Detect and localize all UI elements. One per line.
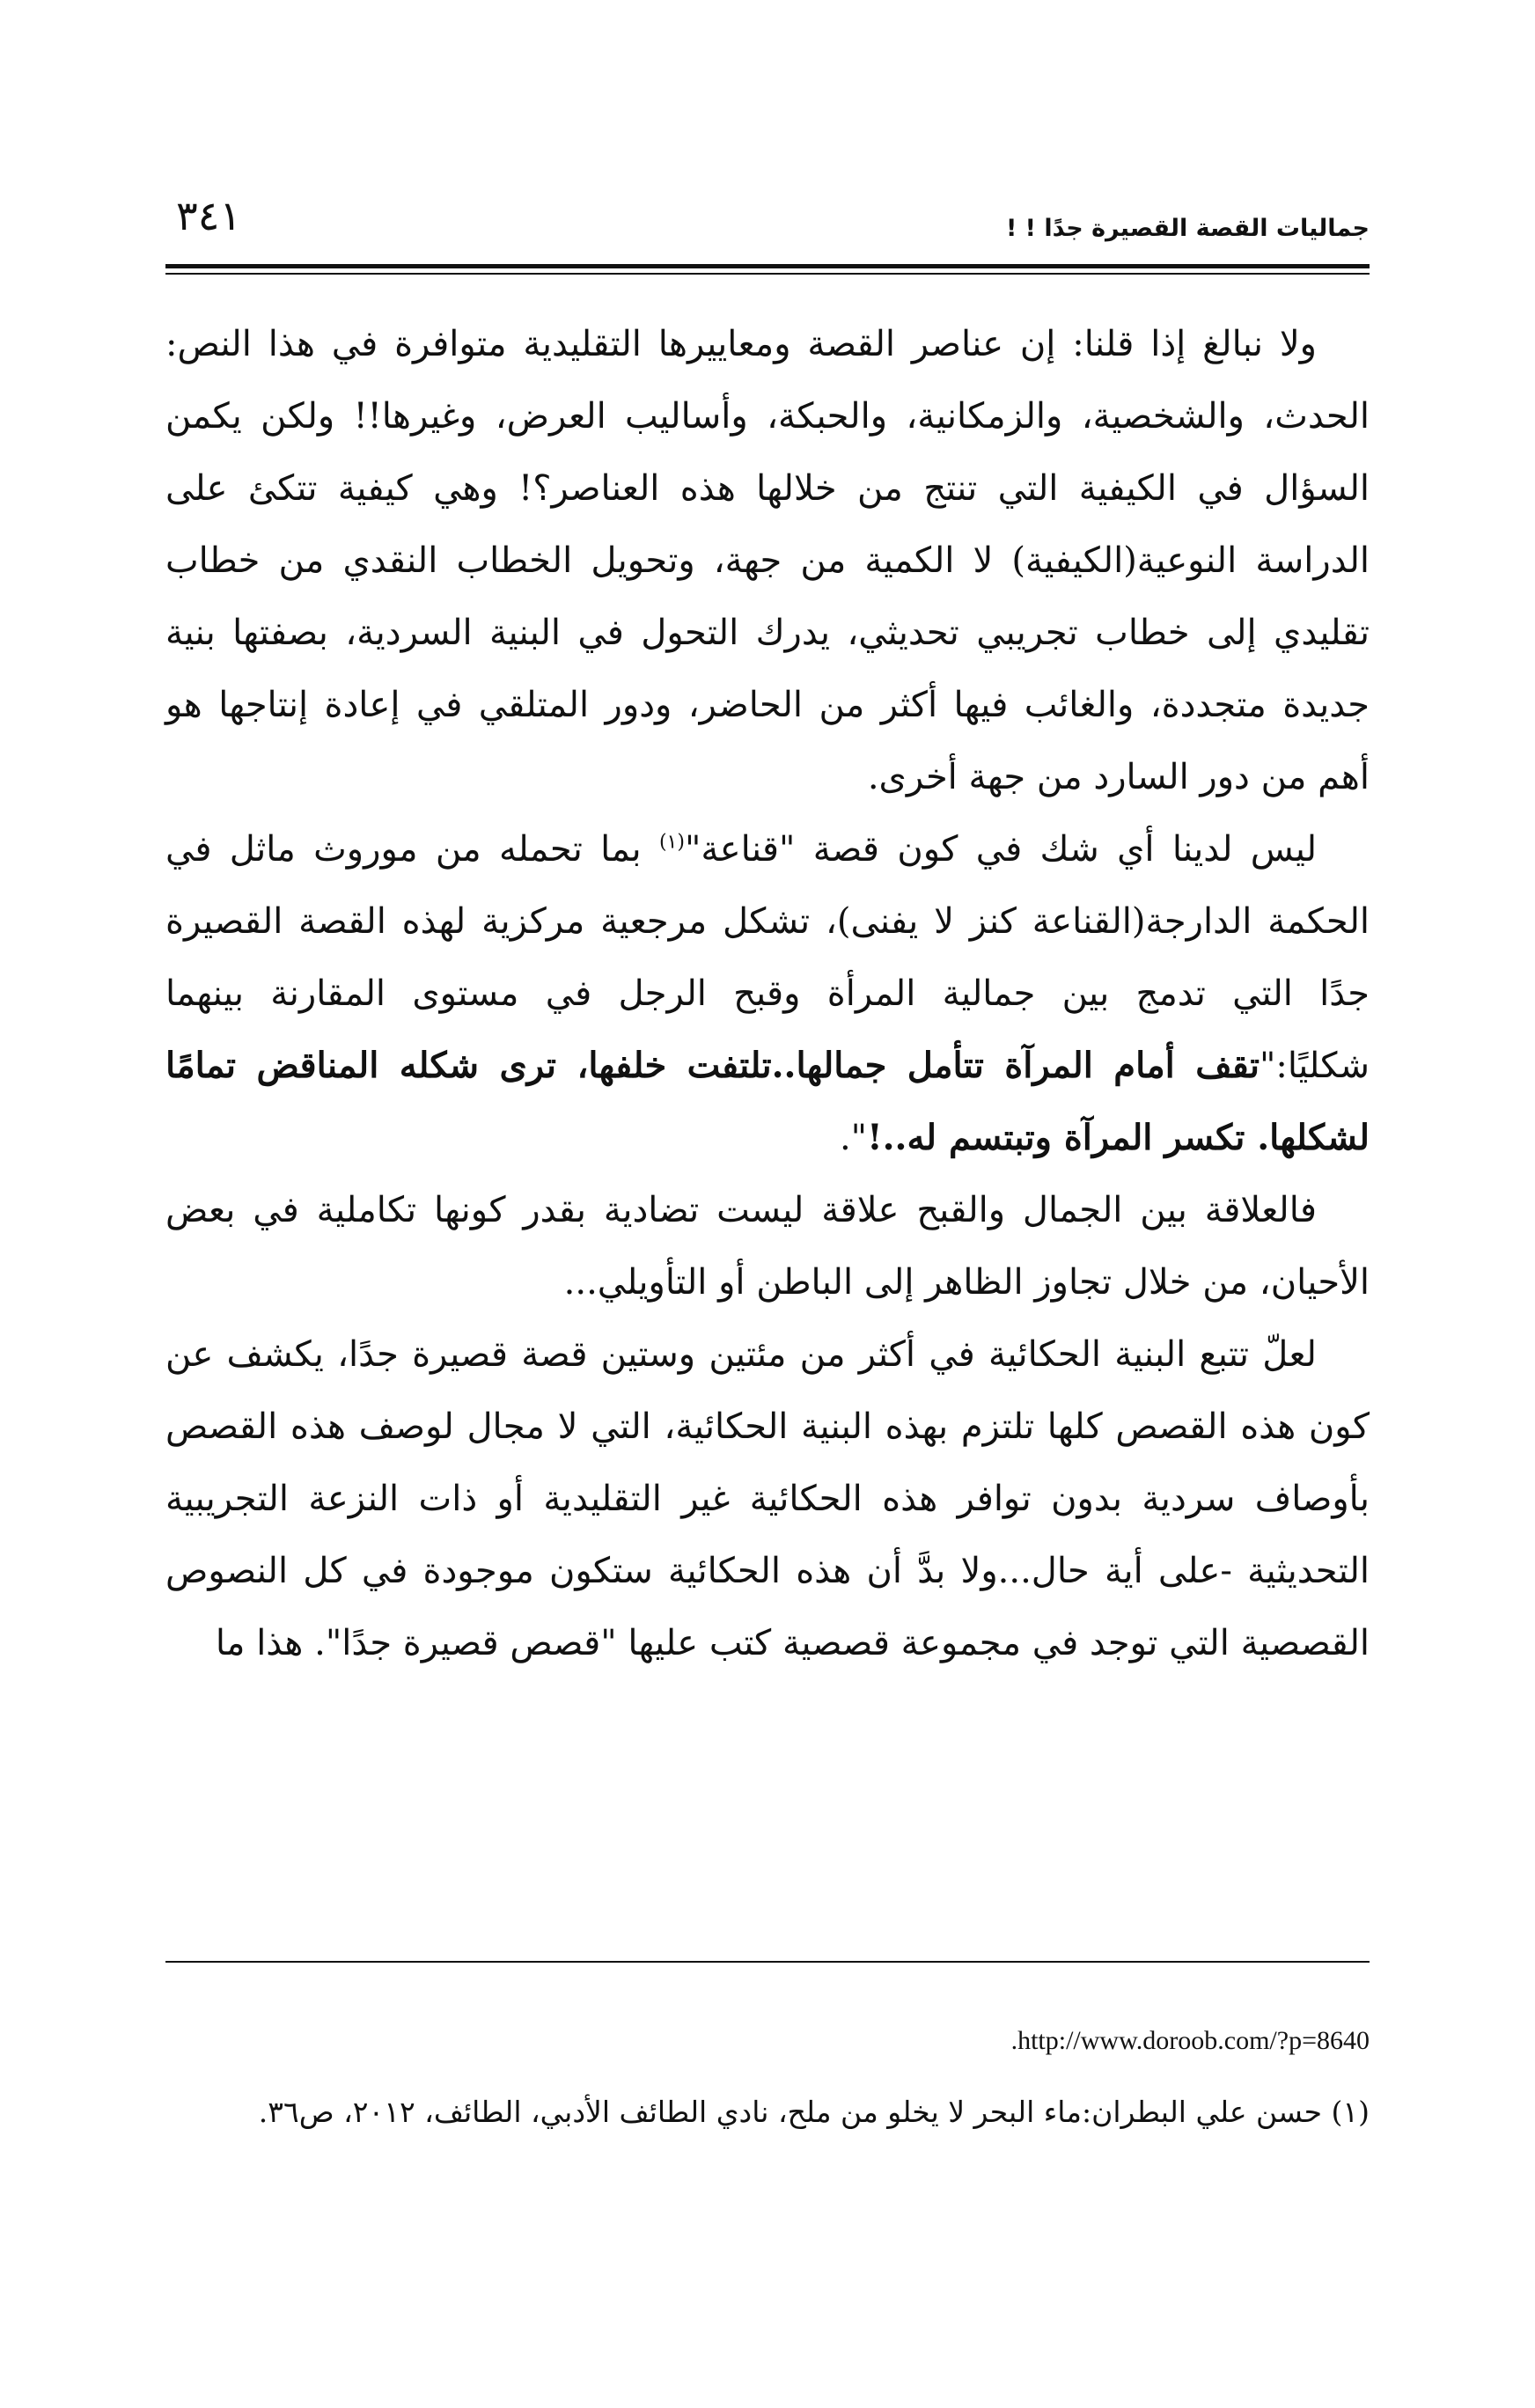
- paragraph-3: فالعلاقة بين الجمال والقبح علاقة ليست تضادية بقدر كونها تكاملية في بعض الأحيان، من خلال تجاوز الظاهر إلى الباطن أو التأويلي...: [165, 1190, 1370, 1303]
- main-text: [165, 308, 1370, 1679]
- quoted-story-text: تقف أمام المرآة تتأمل جمالها..تلتفت خلفها، ترى شكله المناقض تمامًا لشكلها. تكسر المرآة وتبتسم له..!: [165, 1045, 1370, 1158]
- page-number: ٣٤١: [176, 192, 242, 239]
- paragraph-2-body: بما تحمله من موروث ماثل في الحكمة الدارجة(القناعة كنز لا يفنى)، تشكل مرجعية مركزية لهذه القصة القصيرة جدًا التي تدمج بين جمالية المرأة وقبح الرجل في مستوى المقارنة بينهما شكليًا:": [165, 829, 1370, 1086]
- paragraph-2: [165, 813, 1370, 1174]
- footnote-1: (١) حسن علي البطران:ماء البحر لا يخلو من ملح، نادي الطائف الأدبي، الطائف، ٢٠١٢، ص٣٦.: [258, 2095, 1370, 2129]
- footnote-separator: [165, 1961, 1370, 1963]
- header-rule-thin: [165, 273, 1370, 275]
- header-rule-thick: [165, 264, 1370, 268]
- paragraph-1: ولا نبالغ إذا قلنا: إن عناصر القصة ومعاييرها التقليدية متوافرة في هذا النص: الحدث، والشخصية، والزمكانية، والحبكة، وأساليب العرض، وغيرها!! ولكن يكمن السؤال في الكيفية التي تنتج من خلالها هذه العناصر؟! وهي كيفية تتكئ على الدراسة النوعية(الكيفية) لا الكمية من جهة، وتحويل الخطاب النقدي من خطاب تقليدي إلى خطاب تجريبي تحديثي، يدرك التحول في البنية السردية، بصفتها بنية جديدة متجددة، والغائب فيها أكثر من الحاضر، ودور المتلقي في إعادة إنتاجها هو أهم من دور السارد من جهة أخرى.: [165, 324, 1370, 797]
- footnote-ref-1: (١): [658, 831, 685, 854]
- footnote-url: .http://www.doroob.com/?p=8640: [1010, 2026, 1370, 2055]
- paragraph-4: لعلّ تتبع البنية الحكائية في أكثر من مئتين وستين قصة قصيرة جدًا، يكشف عن كون هذه القصص كلها تلتزم بهذه البنية الحكائية، التي لا مجال لوصف هذه القصص بأوصاف سردية بدون توافر هذه الحكائية غير التقليدية أو ذات النزعة التجريبية التحديثية -على أية حال...ولا بدَّ أن هذه الحكائية ستكون موجودة في كل النصوص القصصية التي توجد في مجموعة قصصية كتب عليها "قصص قصيرة جدًا". هذا ما: [165, 1334, 1370, 1663]
- running-header-title: جماليات القصة القصيرة جدًا ! !: [1005, 215, 1370, 242]
- quote-close: ".: [839, 1118, 868, 1158]
- paragraph-2-intro: ليس لدينا أي شك في كون قصة "قناعة": [684, 829, 1318, 870]
